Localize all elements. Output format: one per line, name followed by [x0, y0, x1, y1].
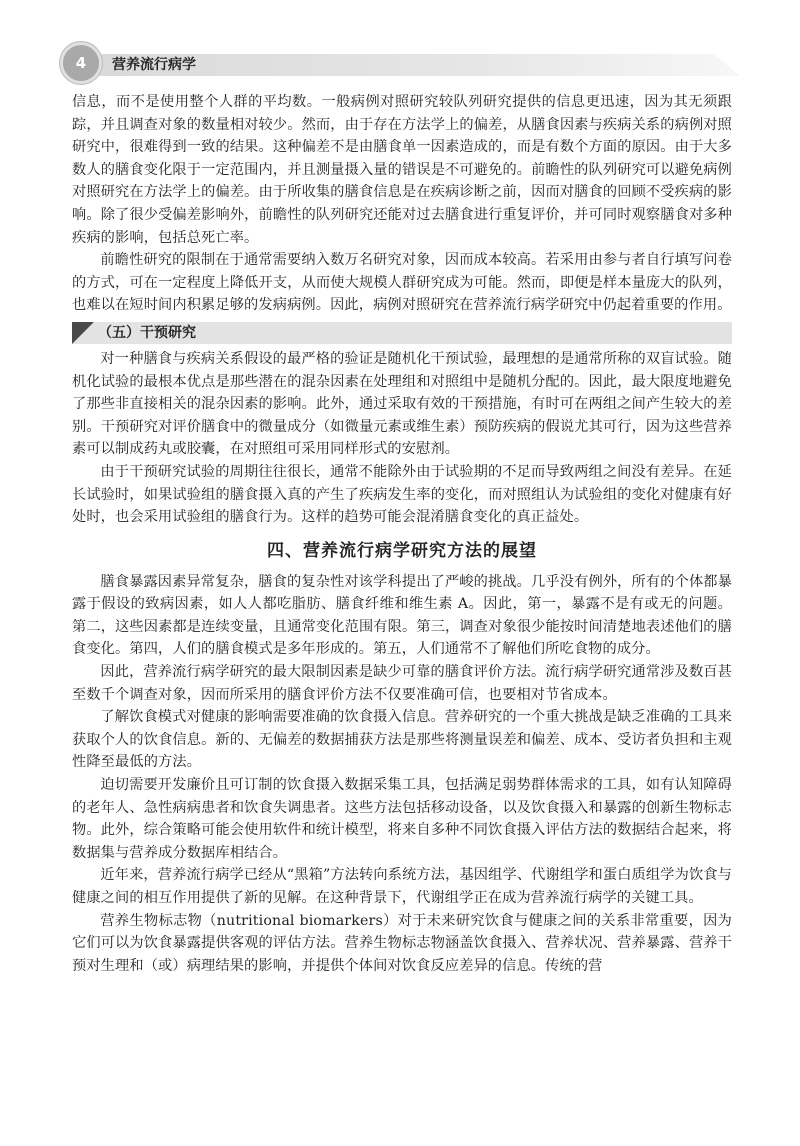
page-body — [72, 91, 732, 977]
paragraph: 膳食暴露因素异常复杂，膳食的复杂性对该学科提出了严峻的挑战。几乎没有例外，所有的个体都暴露于假设的致病因素，如人人都吃脂肪、膳食纤维和维生素 A。因此，第一，暴露不是有或无的问题。第二，这些因素都是连续变量，且通常变化范围有限。第三，调查对象很少能按时间清楚地表述他们的膳食变化。第四，人们的膳食模式是多年形成的。第五，人们通常不了解他们所吃食物的成分。 — [72, 573, 732, 658]
paragraph: 因此，营养流行病学研究的最大限制因素是缺少可靠的膳食评价方法。流行病学研究通常涉及数百甚至数千个调查对象，因而所采用的膳食评价方法不仅要准确可信，也要相对节省成本。 — [72, 664, 732, 703]
paragraph: 由于干预研究试验的周期往往很长，通常不能除外由于试验期的不足而导致两组之间没有差异。在延长试验时，如果试验组的膳食摄入真的产生了疾病发生率的变化，而对照组认为试验组的变化对健康有好处时，也会采用试验组的膳食行为。这样的趋势可能会混淆膳食变化的真正益处。 — [72, 463, 732, 526]
paragraph: 信息，而不是使用整个人群的平均数。一般病例对照研究较队列研究提供的信息更迅速，因为其无须跟踪，并且调查对象的数量相对较少。然而，由于存在方法学上的偏差，从膳食因素与疾病关系的病例对照研究中，很难得到一致的结果。这种偏差不是由膳食单一因素造成的，而是有数个方面的原因。由于大多数人的膳食变化限于一定范围内，并且测量摄入量的错误是不可避免的。前瞻性的队列研究可以避免病例对照研究在方法学上的偏差。由于所收集的膳食信息是在疾病诊断之前，因而对膳食的回顾不受疾病的影响。除了很少受偏差影响外，前瞻性的队列研究还能对过去膳食进行重复评价，并可同时观察膳食对多种疾病的影响，包括总死亡率。 — [72, 94, 732, 246]
page-number: 4 — [75, 54, 87, 72]
running-title: 营养流行病学 — [112, 57, 196, 73]
section-heading: 四、营养流行病学研究方法的展望 — [267, 540, 537, 561]
page-number-badge — [60, 42, 102, 84]
paragraph: 迫切需要开发廉价且可订制的饮食摄入数据采集工具，包括满足弱势群体需求的工具，如有认知障碍的老年人、急性病病患者和饮食失调患者。这些方法包括移动设备，以及饮食摄入和暴露的创新生物标志物。此外，综合策略可能会使用软件和统计模型，将来自多种不同饮食摄入评估方法的数据结合起来，将数据集与营养成分数据库相结合。 — [72, 777, 732, 861]
subsection-heading-bar — [72, 322, 732, 344]
heading-wedge-decoration — [72, 322, 94, 344]
paragraph: 近年来，营养流行病学已经从“黑箱”方法转向系统方法，基因组学、代谢组学和蛋白质组学为饮食与健康之间的相互作用提供了新的见解。在这种背景下，代谢组学正在成为营养流行病学的关键工具。 — [72, 867, 732, 906]
paragraph: 了解饮食模式对健康的影响需要准确的饮食摄入信息。营养研究的一个重大挑战是缺乏准确的工具来获取个人的饮食信息。新的、无偏差的数据捕获方法是那些将测量误差和偏差、成本、受访者负担和主观性降至最低的方法。 — [72, 709, 732, 771]
paragraph: 营养生物标志物（nutritional biomarkers）对于未来研究饮食与健康之间的关系非常重要，因为它们可以为饮食暴露提供客观的评估方法。营养生物标志物涵盖饮食摄入、营养状况、营养暴露、营养干预对生理和（或）病理结果的影响，并提供个体间对饮食反应差异的信息。传统的营 — [72, 912, 732, 974]
subsection-heading: （五）干预研究 — [98, 324, 196, 341]
running-header — [60, 42, 750, 82]
paragraph: 对一种膳食与疾病关系假设的最严格的验证是随机化干预试验，最理想的是通常所称的双盲试验。随机化试验的最根本优点是那些潜在的混杂因素在处理组和对照组中是随机分配的。因此，最大限度地避免了那些非直接相关的混杂因素的影响。此外，通过采取有效的干预措施，有时可在两组之间产生较大的差别。干预研究对评价膳食中的微量成分（如微量元素或维生素）预防疾病的假说尤其可行，因为这些营养素可以制成药丸或胶囊，在对照组可采用同样形式的安慰剂。 — [72, 350, 732, 458]
paragraph: 前瞻性研究的限制在于通常需要纳入数万名研究对象，因而成本较高。若采用由参与者自行填写问卷的方式，可在一定程度上降低开支，从而使大规模人群研究成为可能。然而，即便是样本量庞大的队列，也难以在短时间内积累足够的发病病例。因此，病例对照研究在营养流行病学研究中仍起着重要的作用。 — [72, 252, 732, 314]
